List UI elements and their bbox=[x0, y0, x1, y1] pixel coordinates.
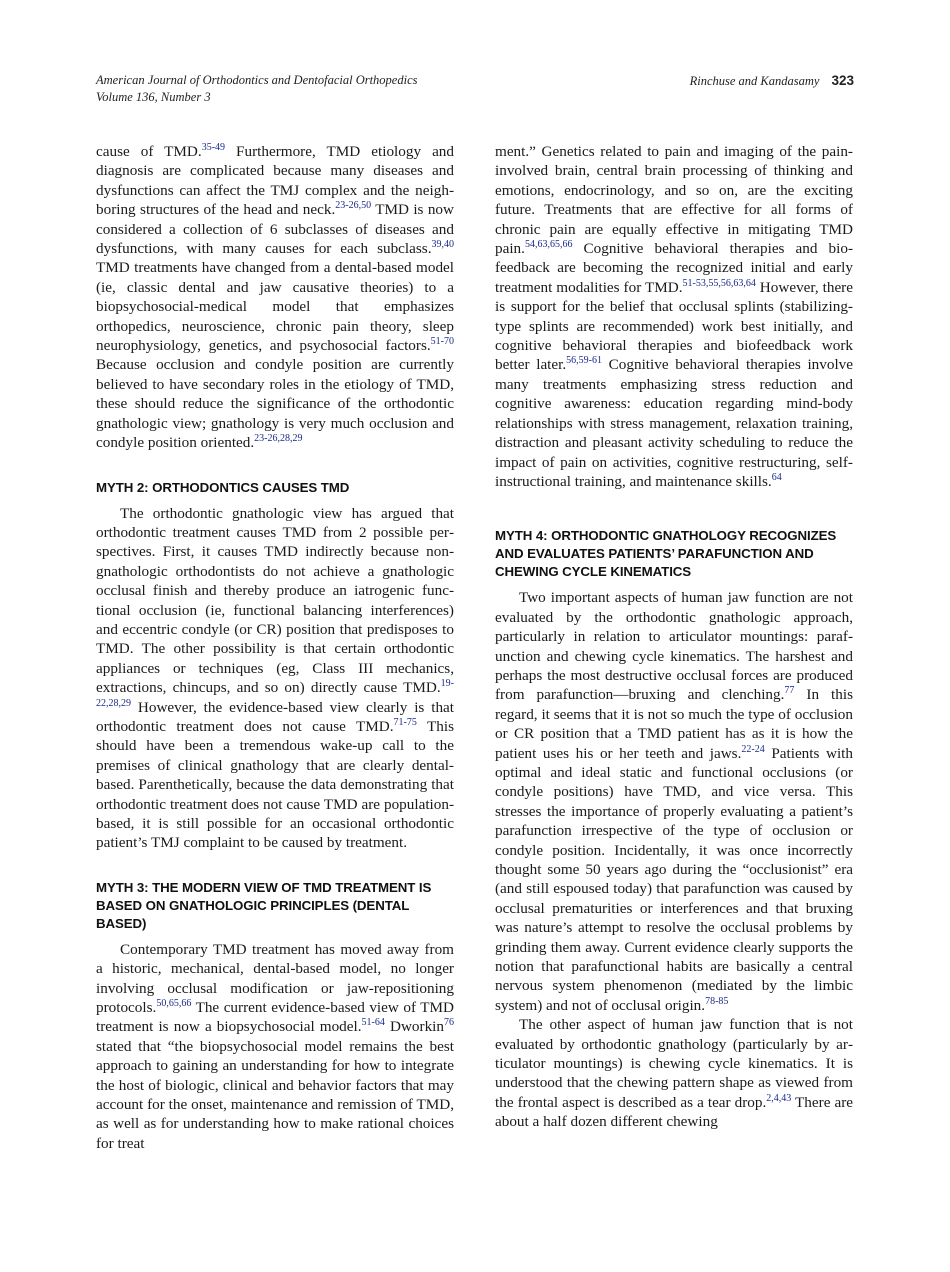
reference-link[interactable]: 2,4,43 bbox=[766, 1092, 792, 1104]
reference-link[interactable]: 54,63,65,66 bbox=[524, 239, 573, 251]
paragraph bbox=[96, 504, 454, 853]
reference-link[interactable]: 22-24 bbox=[741, 743, 765, 755]
reference-link[interactable]: 77 bbox=[784, 685, 795, 697]
page-number: 323 bbox=[831, 73, 854, 88]
text-run: However, the evidence-based view clearly is that orthodontic treatment does not cause TMD. bbox=[96, 698, 454, 735]
text-run: There are about a half dozen different chewing bbox=[495, 1093, 854, 1131]
paragraph bbox=[495, 142, 853, 491]
text-run: ment.” Genetics related to pain and imaging of the pain-involved brain, central brain processing of thinking and emotions, endocrinology, and so on, are the exciting future. Treatments that are effective for all forms of chronic pain are equally effective in mitigating TMD pain. bbox=[495, 143, 853, 258]
spacer bbox=[495, 491, 853, 527]
reference-link[interactable]: 50,65,66 bbox=[156, 998, 192, 1010]
text-run: This should have been a tremendous wake-up call to the premises of clinical gnathology that are clearly dental-based. Parenthetically, because the data demonstrating that orthodontic treatment does not cause TMD are population-based, it is still possible for an occasional orthodontic patient’s TMJ complaint to be caused by treatment. bbox=[96, 717, 454, 852]
journal-citation bbox=[96, 72, 418, 106]
text-run: Cognitive behavioral therapies involve many treatments emphasizing stress reduction and cognitive awareness: education regarding mind-body relationships with stress management, relaxation training, distraction and pleasant activity scheduling to reduce the impact of pain on activities, cognitive restructuring, self-instructional training, and maintenance skills. bbox=[495, 356, 853, 490]
reference-link[interactable]: 39,40 bbox=[431, 239, 454, 251]
header-right bbox=[690, 72, 854, 90]
reference-link[interactable]: 56,59-61 bbox=[566, 355, 603, 367]
reference-link[interactable]: 64 bbox=[771, 471, 782, 483]
right-column bbox=[495, 142, 853, 1132]
running-authors: Rinchuse and Kandasamy bbox=[689, 74, 820, 88]
reference-link[interactable]: 23-26,28,29 bbox=[254, 433, 303, 445]
spacer bbox=[96, 497, 454, 504]
text-run: Patients with optimal and ideal static and functional occlusions (or condyle positions) have TMD, and vice versa. This stresses the importance of properly evaluating a patient’s parafunction irrespective of the type of occlusion or condyle position. Incidentally, it was once incorrectly thought some 50 years ago during the “occlusionist” era (and still espoused today) that parafunction was caused by occlusal prematurities or interferences and that bruxing was nature’s attempt to resolve the occlusal problems by grinding them away. Current evidence clearly supports the notion that parafunctional habits are basically a central nervous system phenomenon (mediated by the limbic system) and not of occlusal origin. bbox=[495, 744, 853, 1014]
reference-link[interactable]: 78-85 bbox=[705, 995, 729, 1007]
left-column bbox=[96, 142, 454, 1153]
paragraph bbox=[495, 1015, 853, 1131]
text-run: Because occlusion and condyle position are currently believed to have secondary roles in the etiology of TMD, these should reduce the significance of the orthodontic gnathologic view; gnathology is very much occlusion and condyle position oriented. bbox=[96, 356, 454, 452]
text-run: The other aspect of human jaw function that is not evaluated by orthodontic gnathology (particularly by articulator mountings) is chewing cycle kinematics. It is understood that the chewing pattern shape as viewed from the frontal aspect is described as a tear drop. bbox=[495, 1016, 853, 1111]
paragraph bbox=[96, 940, 454, 1153]
section-heading-myth-4: MYTH 4: ORTHODONTIC GNATHOLOGY RECOGNIZES AND EVALUATES PATIENTS’ PARAFUNCTION AND CHEWING CYCLE KINEMATICS bbox=[495, 528, 837, 580]
journal-volume: Volume 136, Number 3 bbox=[96, 90, 211, 104]
paragraph bbox=[495, 588, 853, 1015]
text-run: Dworkin bbox=[384, 1018, 444, 1036]
text-run: Contemporary TMD treatment has moved away from a historic, mechanical, dental-based model, no longer involving occlusal modification or jaw-repositioning protocols. bbox=[96, 940, 454, 1017]
text-run: TMD is now considered a collection of 6 subclasses of diseases and dysfunctions, with many causes for each subclass. bbox=[96, 201, 454, 258]
section-heading-myth-3: MYTH 3: THE MODERN VIEW OF TMD TREATMENT IS BASED ON GNATHOLOGIC PRINCIPLES (DENTAL BASED) bbox=[96, 879, 432, 931]
journal-title: American Journal of Orthodontics and Dentofacial Orthopedics bbox=[96, 73, 418, 87]
reference-link[interactable]: 51-70 bbox=[430, 336, 454, 348]
section-heading-myth-2: MYTH 2: ORTHODONTICS CAUSES TMD bbox=[96, 479, 350, 495]
spacer bbox=[96, 853, 454, 879]
text-run: stated that “the biopsychosocial model remains the best approach to gaining an understanding for how to integrate the host of biologic, clinical and behavior factors that may account for the onset, maintenance and remission of TMD, as well as for understanding how to make rational choices for treat bbox=[96, 1037, 454, 1152]
text-run: Furthermore, TMD etiology and diagnosis are complicated because many diseases and dysfunctions can affect the TMJ complex and the neighboring structures of the head and neck. bbox=[96, 143, 454, 219]
text-run: The current evidence-based view of TMD treatment is now a biopsychosocial model. bbox=[96, 999, 454, 1036]
reference-link[interactable]: 51-64 bbox=[361, 1017, 385, 1029]
reference-link[interactable]: 71-75 bbox=[393, 716, 417, 728]
text-run: The orthodontic gnathologic view has argued that orthodontic treatment causes TMD from 2 possible perspectives. First, it causes TMD indirectly because nongnathologic orthodontists do not achieve a gnathologic occlusal finish and thereby produce an iatrogenic functional occlusion (ie, functional balancing interferences) and eccentric condyle (or CR) position that predisposes to TMD. The other possibility is that certain orthodontic appliances or techniques (eg, Class III mechanics, extractions, chincups, and so on) directly cause TMD. bbox=[96, 504, 454, 697]
text-run: In this regard, it seems that it is not so much the type of occlusion or CR position that a TMD patient has as it is how the patient uses his or her teeth and jaws. bbox=[495, 686, 853, 762]
spacer bbox=[96, 933, 454, 940]
reference-link[interactable]: 35-49 bbox=[201, 142, 226, 153]
text-run: TMD treatments have changed from a dental-based model (ie, classic dental and jaw causative theories) to a biopsychosocial-medical model that emphasizes orthopedics, neuroscience, chronic pain theory, sleep neurophysiology, genetics, and psychosocial factors. bbox=[96, 259, 454, 355]
reference-link[interactable]: 76 bbox=[444, 1017, 454, 1029]
reference-link[interactable]: 19-22,28,29 bbox=[96, 678, 454, 709]
reference-link[interactable]: 51-53,55,56,63,64 bbox=[682, 277, 756, 289]
text-run: Cognitive behavioral therapies and biofeedback are becoming the recognized initial and early treatment modalities for TMD. bbox=[495, 240, 853, 296]
text-run: However, there is support for the belief that occlusal splints (stabilizing-type splints are recommended) work best initially, and cognitive behavioral therapies and biofeedback work better later. bbox=[495, 278, 853, 374]
text-run: Two important aspects of human jaw function are not evaluated by the orthodontic gnathologic approach, particularly in relation to articulator mountings: parafunction and chewing cycle kinematics. The harshest and perhaps the most destructive occlusal forces are produced from parafunction—bruxing and clenching. bbox=[495, 589, 853, 704]
paragraph bbox=[96, 142, 454, 453]
reference-link[interactable]: 23-26,50 bbox=[335, 200, 372, 212]
spacer bbox=[96, 453, 454, 479]
spacer bbox=[495, 581, 853, 588]
text-run: cause of TMD. bbox=[96, 143, 202, 160]
